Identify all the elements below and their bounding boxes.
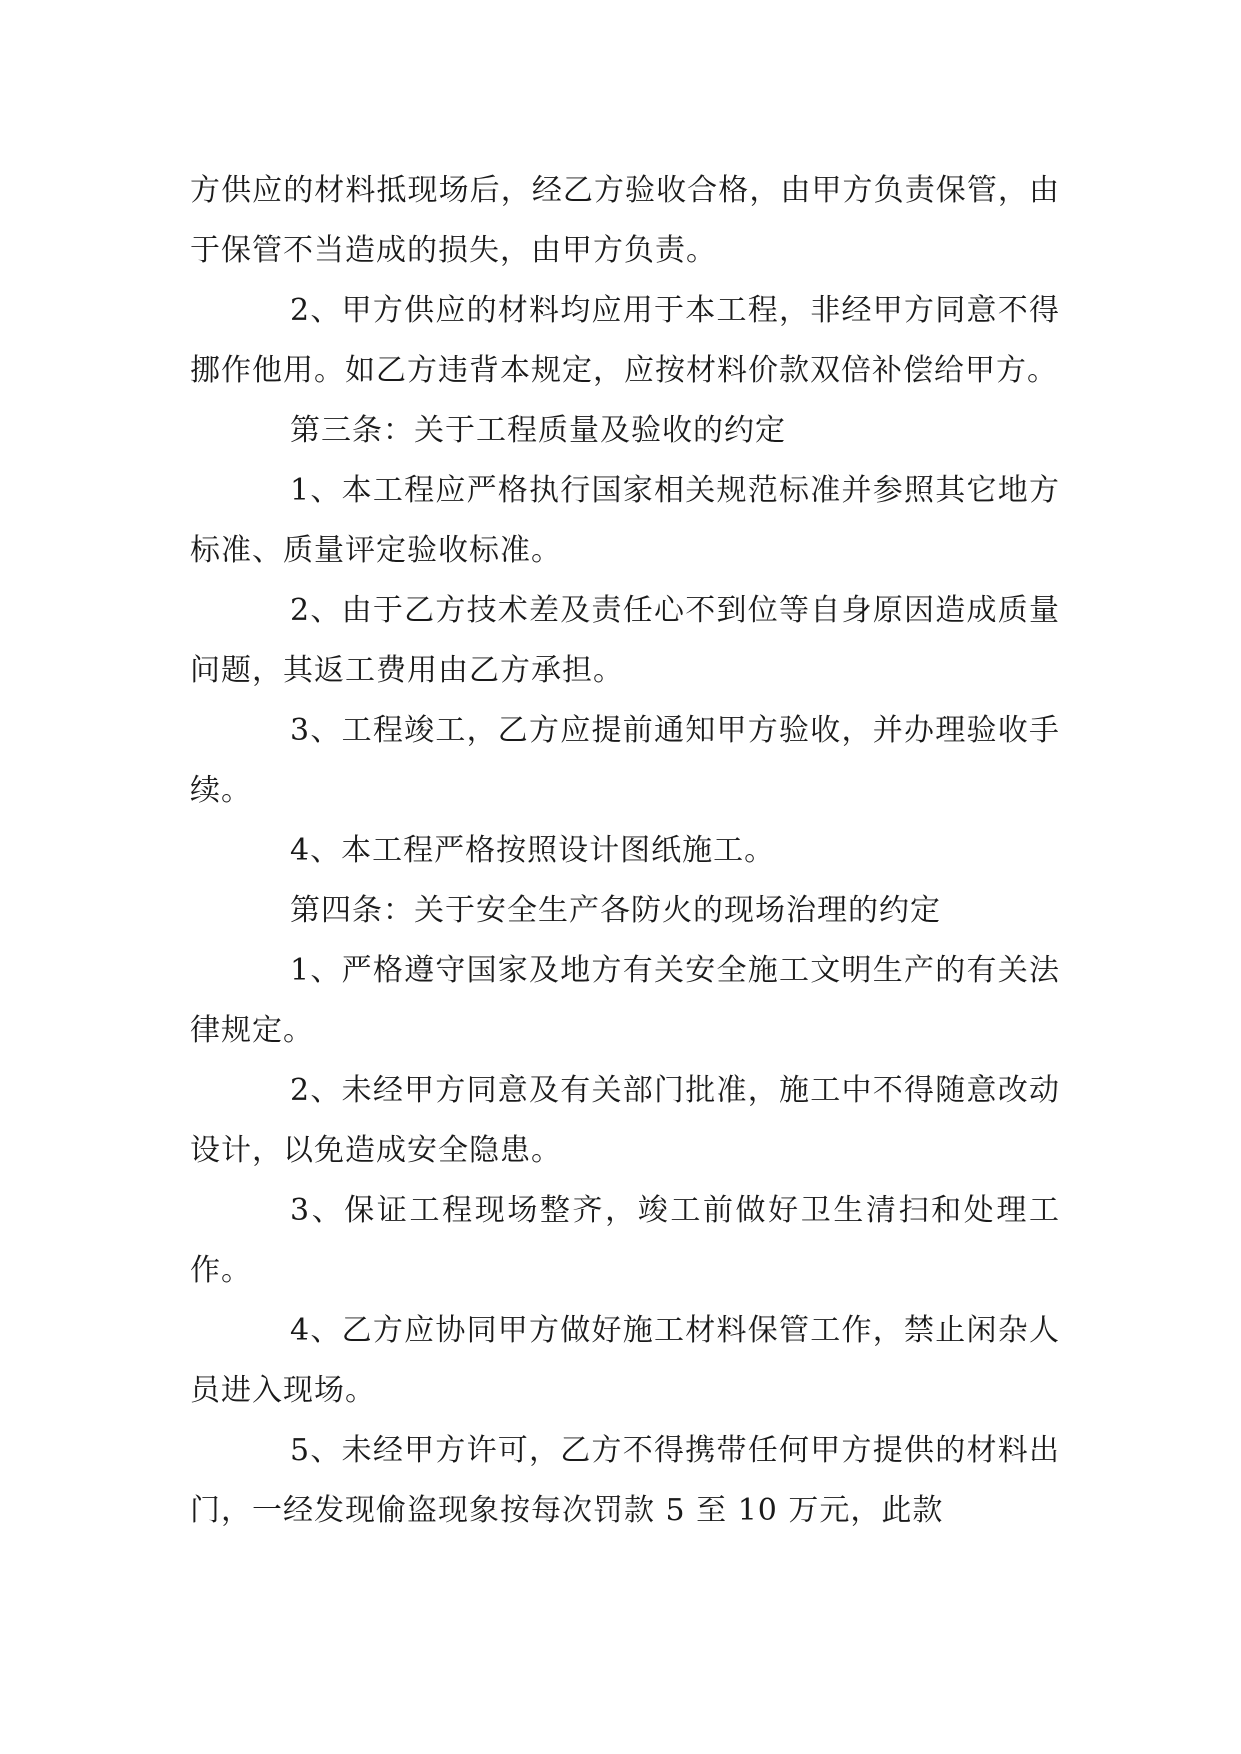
paragraph-clause-4-5: 5、未经甲方许可，乙方不得携带任何甲方提供的材料出门，一经发现偷盗现象按每次罚款 5 至 10 万元，此款 <box>190 1433 1060 1528</box>
paragraph-clause-3-4: 4、本工程严格按照设计图纸施工。 <box>290 833 776 868</box>
paragraph-clause-4-3: 3、保证工程现场整齐，竣工前做好卫生清扫和处理工作。 <box>190 1193 1060 1288</box>
paragraph-continuation: 方供应的材料抵现场后，经乙方验收合格，由甲方负责保管，由于保管不当造成的损失，由甲方负责。 <box>190 173 1060 268</box>
paragraph-clause-3-1: 1、本工程应严格执行国家相关规范标准并参照其它地方标准、质量评定验收标准。 <box>190 473 1060 568</box>
section-heading-article-4: 第四条：关于安全生产各防火的现场治理的约定 <box>290 893 941 928</box>
paragraph-clause-4-1: 1、严格遵守国家及地方有关安全施工文明生产的有关法律规定。 <box>190 953 1060 1048</box>
paragraph-clause-3-3: 3、工程竣工，乙方应提前通知甲方验收，并办理验收手续。 <box>190 713 1060 808</box>
paragraph-clause-4-2: 2、未经甲方同意及有关部门批准，施工中不得随意改动设计，以免造成安全隐患。 <box>190 1073 1060 1168</box>
document-body <box>190 161 1060 1541</box>
paragraph-clause-3-2: 2、由于乙方技术差及责任心不到位等自身原因造成质量问题，其返工费用由乙方承担。 <box>190 593 1060 688</box>
section-heading-article-3: 第三条：关于工程质量及验收的约定 <box>290 413 786 448</box>
paragraph-clause-4-4: 4、乙方应协同甲方做好施工材料保管工作，禁止闲杂人员进入现场。 <box>190 1313 1060 1408</box>
paragraph-clause-2-2: 2、甲方供应的材料均应用于本工程，非经甲方同意不得挪作他用。如乙方违背本规定，应按材料价款双倍补偿给甲方。 <box>190 293 1060 388</box>
